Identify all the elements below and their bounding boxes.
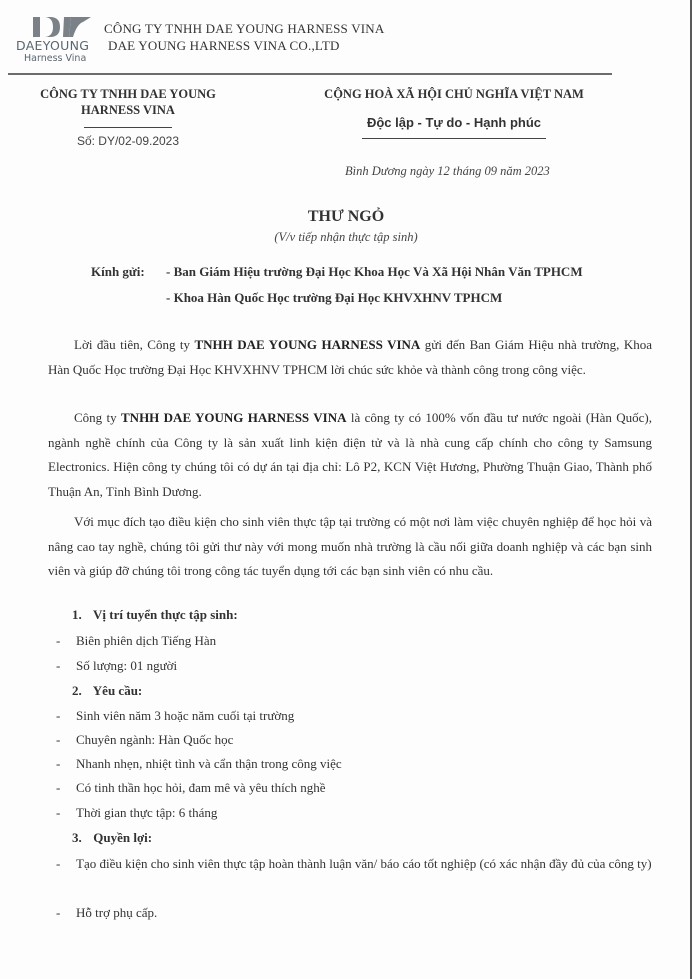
recipient-label: Kính gửi:	[91, 264, 145, 279]
paragraph-purpose: Với mục đích tạo điều kiện cho sinh viên thực tập tại trường có một nơi làm việc chuyên nghiệp để học hỏi và nâng cao tay nghề, chúng tôi gửi thư này với mong muốn nhà trường là cầu nối giữa doanh nghiệp và các bạn sinh viên và giúp đỡ chúng tôi trong công tác tuyển dụng tới các bạn sinh viên có nhu cầu.	[48, 514, 652, 578]
logo-subtitle: Harness Vina	[24, 53, 87, 64]
letterhead-divider	[8, 73, 612, 75]
motto-underline	[362, 138, 546, 139]
document-number: Số: DY/02-09.2023	[76, 134, 180, 148]
section-heading: 1. Vị trí tuyển thực tập sinh:	[72, 607, 238, 622]
company-name-bold: TNHH DAE YOUNG HARNESS VINA	[121, 410, 347, 425]
issuer-name-line2: HARNESS VINA	[81, 103, 175, 117]
paragraph-company-intro: Công ty TNHH DAE YOUNG HARNESS VINA là công ty có 100% vốn đầu tư nước ngoài (Hàn Quốc), ngành nghề chính của Công ty là sản xuất linh kiện điện tử và là nhà cung cấp chính cho công ty Samsung Electronics. Hiện công ty chúng tôi có dự án tại địa chỉ: Lô P2, KCN Việt Hương, Phường Thuận Giao, Thành phố Thuận An, Tỉnh Bình Dương.	[48, 410, 652, 499]
letter-subject: (V/v tiếp nhận thực tập sinh)	[274, 230, 418, 244]
issuer-underline	[84, 127, 172, 128]
document-page: DAEYOUNG Harness Vina CÔNG TY TNHH DAE YOUNG HARNESS VINA DAE YOUNG HARNESS VINA CO.,LTD CÔNG TY TNHH DAE YOUNG HARNESS VINA Số: DY/02-09.2023 CỘNG HOÀ XÃ HỘI CHỦ NGHĨA VIỆT NAM Độc lập - Tự do - Hạnh phúc Bình Dương ngày 12 tháng 09 năm 2023 THƯ NGỎ (V/v tiếp nhận thực tập sinh) Kính gửi: - Ban Giám Hiệu trường Đại Học Khoa Học Và Xã Hội Nhân Văn TPHCM - Khoa Hàn Quốc Học trường Đại Học KHVXHNV TPHCM Lời đầu tiên, Công ty TNHH DAE YOUNG HARNESS VINA gửi đến Ban Giám Hiệu nhà trường, Khoa Hàn Quốc Học trường Đại Học KHVXHNV TPHCM lời chúc sức khỏe và thành công trong công việc. Công ty TNHH DAE YOUNG HARNESS VINA là công ty có 100% vốn đầu tư nước ngoài (Hàn Quốc), ngành nghề chính của Công ty là sản xuất linh kiện điện tử và là nhà cung cấp chính cho công ty Samsung Electronics. Hiện công ty chúng tôi có dự án tại địa chỉ: Lô P2, KCN Việt Hương, Phường Thuận Giao, Thành phố Thuận An, Tỉnh Bình Dương. Với mục đích tạo điều kiện cho sinh viên thực tập tại trường có một nơi làm việc chuyên nghiệp để học hỏi và nâng cao tay nghề, chúng tôi gửi thư này với mong muốn nhà trường là cầu nối giữa doanh nghiệp và các bạn sinh viên và giúp đỡ chúng tôi trong công tác tuyển dụng tới các bạn sinh viên có nhu cầu. 1. Vị trí tuyển thực tập sinh: - Biên phiên dịch Tiếng Hàn - Số lượng: 01 người 2. Yêu cầu: - Sinh viên năm 3 hoặc năm cuối tại trường - Chuyên ngành: Hàn Quốc học - Nhanh nhẹn, nhiệt tình và cẩn thận trong công việc - Có tinh thần học hỏi, đam mê và yêu thích nghề - Thời gian thực tập: 6 tháng 3. Quyền lợi: - Tạo điều kiện cho sinh viên thực tập hoàn thành luận văn/ báo cáo tốt nghiệp (có xác nhận đầy đủ của công ty) - Hỗ trợ phụ cấp.	[0, 0, 692, 979]
letter-title: THƯ NGỎ	[307, 208, 385, 225]
company-name-bold: TNHH DAE YOUNG HARNESS VINA	[194, 337, 421, 352]
nation-title: CỘNG HOÀ XÃ HỘI CHỦ NGHĨA VIỆT NAM	[324, 87, 584, 101]
national-header	[320, 86, 588, 139]
letterhead-company-en: DAE YOUNG HARNESS VINA CO.,LTD	[108, 38, 340, 53]
place-date: Bình Dương ngày 12 tháng 09 năm 2023	[345, 164, 550, 178]
recipient-item: - Ban Giám Hiệu trường Đại Học Khoa Học Và Xã Hội Nhân Văn TPHCM	[166, 264, 583, 279]
logo-wordmark: DAEYOUNG	[16, 38, 90, 53]
national-motto: Độc lập - Tự do - Hạnh phúc	[366, 115, 542, 130]
recipient-item: - Khoa Hàn Quốc Học trường Đại Học KHVXHNV TPHCM	[166, 290, 503, 305]
section-heading: 2. Yêu cầu:	[72, 683, 143, 698]
paragraph-greeting: Lời đầu tiên, Công ty TNHH DAE YOUNG HARNESS VINA gửi đến Ban Giám Hiệu nhà trường, Khoa Hàn Quốc Học trường Đại Học KHVXHNV TPHCM lời chúc sức khỏe và thành công trong công việc.	[48, 337, 652, 377]
issuer-name-line1: CÔNG TY TNHH DAE YOUNG	[40, 87, 216, 101]
section-heading: 3. Quyền lợi:	[72, 830, 153, 845]
daeyoung-logo-icon	[33, 16, 93, 38]
company-logo	[14, 14, 94, 64]
letterhead-company-vi: CÔNG TY TNHH DAE YOUNG HARNESS VINA	[104, 21, 385, 36]
issuer-block	[28, 86, 228, 148]
